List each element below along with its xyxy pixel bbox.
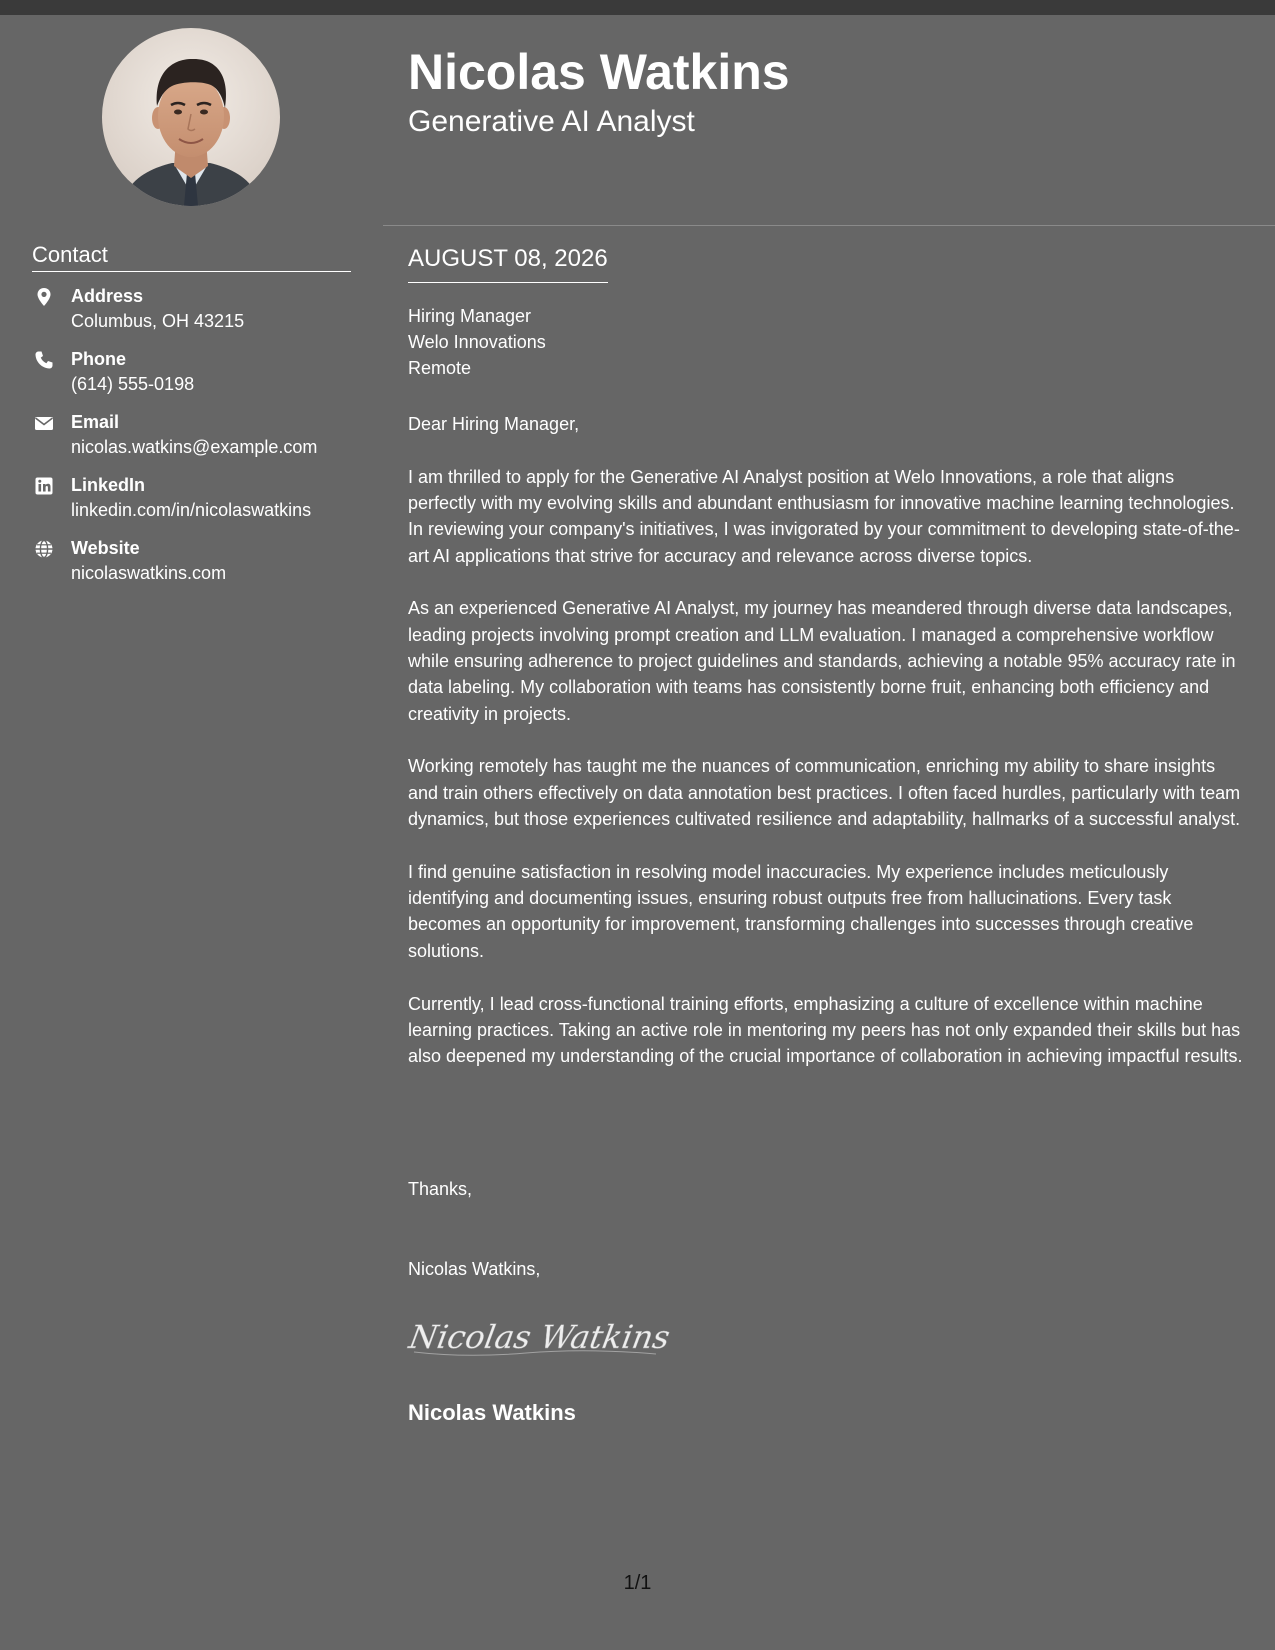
letter-paragraph: Working remotely has taught me the nuances of communication, enriching my ability to share insights and train others effectively on data annotation best practices. I often faced hurdles, particularly with team dynamics, but those experiences cultivated resilience and adaptability, hallmarks of a successful analyst. — [408, 756, 1241, 830]
applicant-name: Nicolas Watkins — [408, 44, 790, 100]
handwritten-signature — [406, 1312, 706, 1362]
top-bar — [0, 0, 1275, 15]
letter-paragraph: I find genuine satisfaction in resolving model inaccuracies. My experience includes meticulously identifying and documenting issues, ensuring robust outputs free from hallucinations. Every task becomes an opportunity for improvement, transforming challenges into successes through creative solutions. — [408, 861, 1194, 961]
globe-icon — [34, 539, 54, 559]
salutation: Dear Hiring Manager, — [408, 414, 580, 434]
letter-date: AUGUST 08, 2026 — [408, 243, 608, 283]
job-title: Generative AI Analyst — [408, 105, 695, 138]
letter-paragraph: As an experienced Generative AI Analyst, my journey has meandered through diverse data landscapes, leading projects involving prompt creation and LLM evaluation. I managed a comprehensive workflow while ensuring adherence to project guidelines and standards, achieving a notable 95% accuracy rate in data labeling. My collaboration with teams has consistently borne fruit, enhancing both efficiency and creativity in projects. — [408, 598, 1236, 724]
email-link[interactable]: nicolas.watkins@example.com — [71, 437, 318, 457]
contact-item-phone — [32, 347, 352, 410]
map-pin-icon — [34, 287, 54, 307]
header-divider — [383, 225, 1275, 226]
contact-label: Website — [71, 538, 140, 558]
envelope-icon — [34, 413, 54, 433]
contact-divider — [32, 271, 351, 272]
phone-icon — [34, 350, 54, 370]
contact-item-address — [32, 284, 352, 347]
recipient-company: Welo Innovations — [408, 332, 546, 352]
recipient-line: Hiring Manager — [408, 306, 532, 326]
svg-text:Nicolas Watkins: Nicolas Watkins — [406, 1318, 673, 1356]
recipient-block — [408, 303, 546, 381]
letter-paragraph: Currently, I lead cross-functional training efforts, emphasizing a culture of excellence within machine learning practices. Taking an active role in mentoring my peers has not only expanded their skills but has also deepened my understanding of the crucial importance of collaboration in achieving impactful results. — [408, 993, 1243, 1067]
profile-photo — [102, 28, 280, 206]
contact-heading: Contact — [32, 242, 108, 267]
linkedin-icon — [34, 476, 54, 496]
closing: Thanks, — [408, 1179, 473, 1199]
letter-body — [408, 411, 1246, 1096]
linkedin-link[interactable]: linkedin.com/in/nicolaswatkins — [71, 500, 312, 520]
recipient-location: Remote — [408, 358, 472, 378]
portrait-image — [102, 28, 280, 206]
contact-label: LinkedIn — [71, 475, 146, 495]
printed-name: Nicolas Watkins — [408, 1400, 576, 1425]
page-number: 1/1 — [623, 1572, 652, 1594]
contact-item-email — [32, 410, 352, 473]
contact-label: Phone — [71, 349, 127, 369]
contact-label: Address — [71, 286, 144, 306]
phone-value: (614) 555-0198 — [71, 374, 195, 394]
letter-paragraph: I am thrilled to apply for the Generative AI Analyst position at Welo Innovations, a role that aligns perfectly with my evolving skills and abundant enthusiasm for innovative machine learning technologies. In reviewing your company's initiatives, I was invigorated by your commitment to developing state-of-the-art AI applications that strive for accuracy and relevance across diverse topics. — [408, 466, 1240, 566]
address-value: Columbus, OH 43215 — [71, 311, 245, 331]
contact-item-website — [32, 536, 352, 599]
contact-item-linkedin — [32, 473, 352, 536]
contact-list — [32, 284, 352, 599]
website-link[interactable]: nicolaswatkins.com — [71, 563, 227, 583]
contact-label: Email — [71, 412, 120, 432]
signoff-name: Nicolas Watkins, — [408, 1259, 541, 1279]
